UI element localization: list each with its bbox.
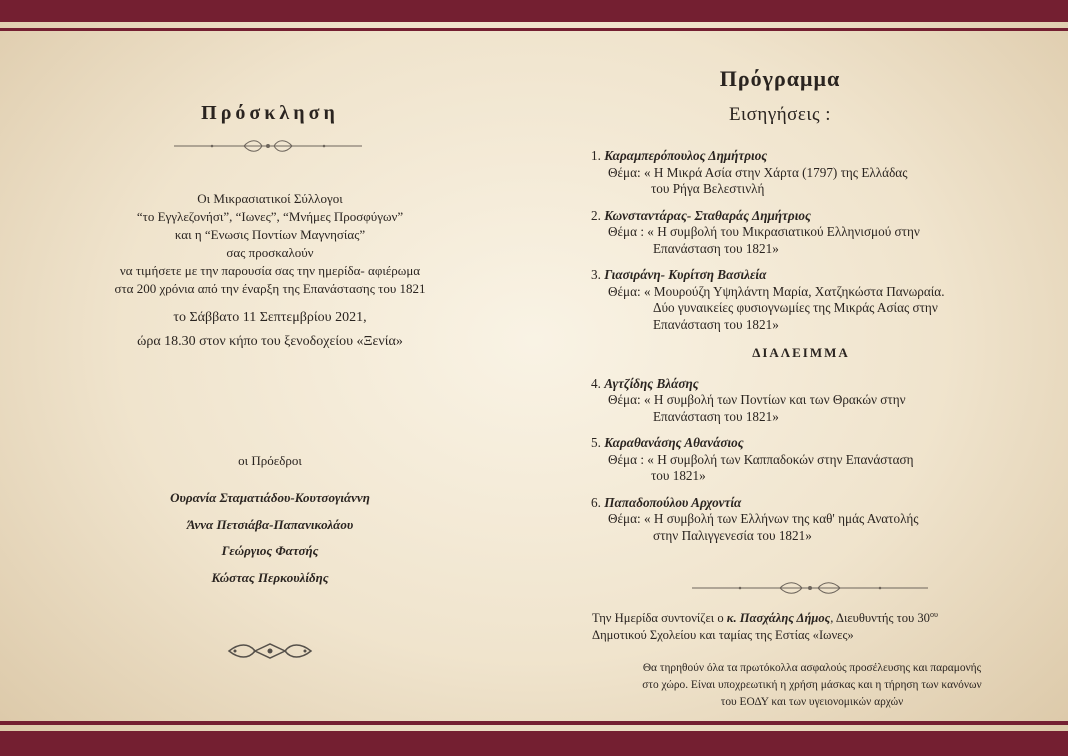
invitation-line: “το Εγγλεζονήσι”, “Ιωνες”, “Μνήμες Προσφύγων”	[136, 209, 404, 224]
president-name: Ουρανία Σταματιάδου-Κουτσογιάννη	[170, 490, 370, 505]
talk-topic: Θέμα: « Η συμβολή των Ελλήνων της καθ' ημάς Ανατολής	[608, 511, 919, 526]
talk-speaker: Καραμπερόπουλος Δημήτριος	[604, 148, 768, 163]
talk-number: 4.	[591, 375, 601, 391]
bottom-border-line	[0, 721, 1068, 725]
notice-line: του ΕΟΔΥ και των υγειονομικών αρχών	[720, 696, 904, 708]
ornament-divider-icon	[172, 138, 364, 154]
invitation-line: να τιμήσετε με την παρουσία σας την ημερίδα- αφιέρωμα	[119, 263, 421, 278]
talk-speaker: Γιασιράνη- Κυρίτση Βασιλεία	[604, 267, 767, 282]
top-border-band	[0, 0, 1068, 22]
coordination-text	[592, 606, 1042, 644]
invitation-line: στα 200 χρόνια από την έναρξη της Επανάστασης του 1821	[114, 281, 426, 296]
talk-item	[591, 148, 1051, 198]
notice-line: στο χώρο. Είναι υποχρεωτική η χρήση μάσκας και η τήρηση των κανόνων	[642, 679, 982, 691]
talk-item	[591, 267, 1051, 333]
talk-number: 3.	[591, 267, 601, 282]
talk-item	[591, 208, 1051, 258]
event-place: ώρα 18.30 στον κήπο του ξενοδοχείου «Ξενία»	[137, 334, 403, 349]
invitation-line: Οι Μικρασιατικοί Σύλλογοι	[197, 191, 343, 206]
talk-topic: Θέμα : « Η συμβολή των Καππαδοκών στην Επανάσταση	[608, 451, 914, 467]
talk-item	[591, 495, 1051, 545]
talk-topic-continued: του 1821»	[651, 468, 706, 483]
presidents-label: οι Πρόεδροι	[238, 453, 302, 468]
event-date: το Σάββατο 11 Σεπτεμβρίου 2021,	[173, 310, 367, 325]
coord-suffix: , Διευθυντής του 30	[830, 611, 930, 626]
invitation-title: Πρόσκληση	[201, 102, 339, 124]
talk-topic: Θέμα: « Μουρούζη Υψηλάντη Μαρία, Χατζηκώστα Πανωραία.	[608, 283, 945, 299]
president-name: Γεώργιος Φατσής	[221, 543, 319, 558]
bottom-border-band	[0, 731, 1068, 756]
talk-topic-continued: του Ρήγα Βελεστινλή	[651, 181, 765, 196]
invitation-line: σας προσκαλούν	[226, 245, 314, 260]
program-title: Πρόγραμμα	[719, 66, 841, 91]
talk-speaker: Καραθανάσης Αθανάσιος	[604, 435, 744, 450]
presidents-list	[100, 485, 440, 591]
president-name: Άννα Πετσιάβα-Παπανικολάου	[186, 516, 354, 532]
coord-prefix: Την Ημερίδα συντονίζει ο	[592, 611, 727, 626]
invitation-text	[60, 190, 480, 354]
president-name: Κώστας Περκουλίδης	[211, 569, 329, 585]
ornament-flourish-icon	[225, 641, 315, 661]
talks-list	[591, 148, 1051, 554]
talk-item	[591, 435, 1051, 485]
coordinator-name: κ. Πασχάλης Δήμος	[726, 611, 831, 626]
talk-topic-continued: Επανάσταση του 1821»	[653, 408, 779, 424]
safety-notice	[592, 660, 1032, 711]
talk-topic-continued: Δύο γυναικείες φυσιογνωμίες της Μικράς Ασίας στην	[653, 300, 938, 315]
talk-speaker: Αγτζίδης Βλάσης	[604, 375, 699, 391]
top-border-line	[0, 28, 1068, 31]
talk-number: 2.	[591, 207, 601, 223]
talk-topic: Θέμα : « Η συμβολή του Μικρασιατικού Ελληνισμού στην	[608, 224, 920, 239]
talk-topic: Θέμα: « Η Μικρά Ασία στην Χάρτα (1797) της Ελλάδας	[608, 164, 908, 180]
talk-topic-continued: Επανάσταση του 1821»	[653, 240, 779, 256]
talk-topic-continued: στην Παλιγγενεσία του 1821»	[653, 527, 812, 543]
coord-line2: Δημοτικού Σχολείου και ταμίας της Εστίας «Ιωνες»	[592, 628, 854, 643]
talk-number: 5.	[591, 435, 601, 450]
talk-number: 6.	[591, 494, 601, 510]
talk-speaker: Κωνσταντάρας- Σταθαράς Δημήτριος	[604, 207, 811, 223]
break-label: ΔΙΑΛΕΙΜΜΑ	[752, 345, 850, 360]
invitation-line: και η “Ενωσις Ποντίων Μαγνησίας”	[174, 227, 366, 242]
talk-number: 1.	[591, 148, 601, 163]
notice-line: Θα τηρηθούν όλα τα πρωτόκολλα ασφαλούς προσέλευσης και παραμονής	[642, 662, 982, 674]
talk-topic-continued: Επανάσταση του 1821»	[653, 316, 779, 332]
coord-sup: ου	[929, 610, 938, 619]
ornament-divider-icon	[690, 580, 930, 596]
talk-item	[591, 376, 1051, 426]
talk-topic: Θέμα: « Η συμβολή των Ποντίων και των Θρακών στην	[608, 392, 906, 407]
talk-speaker: Παπαδοπούλου Αρχοντία	[604, 494, 742, 510]
program-subtitle: Εισηγήσεις :	[728, 104, 832, 125]
